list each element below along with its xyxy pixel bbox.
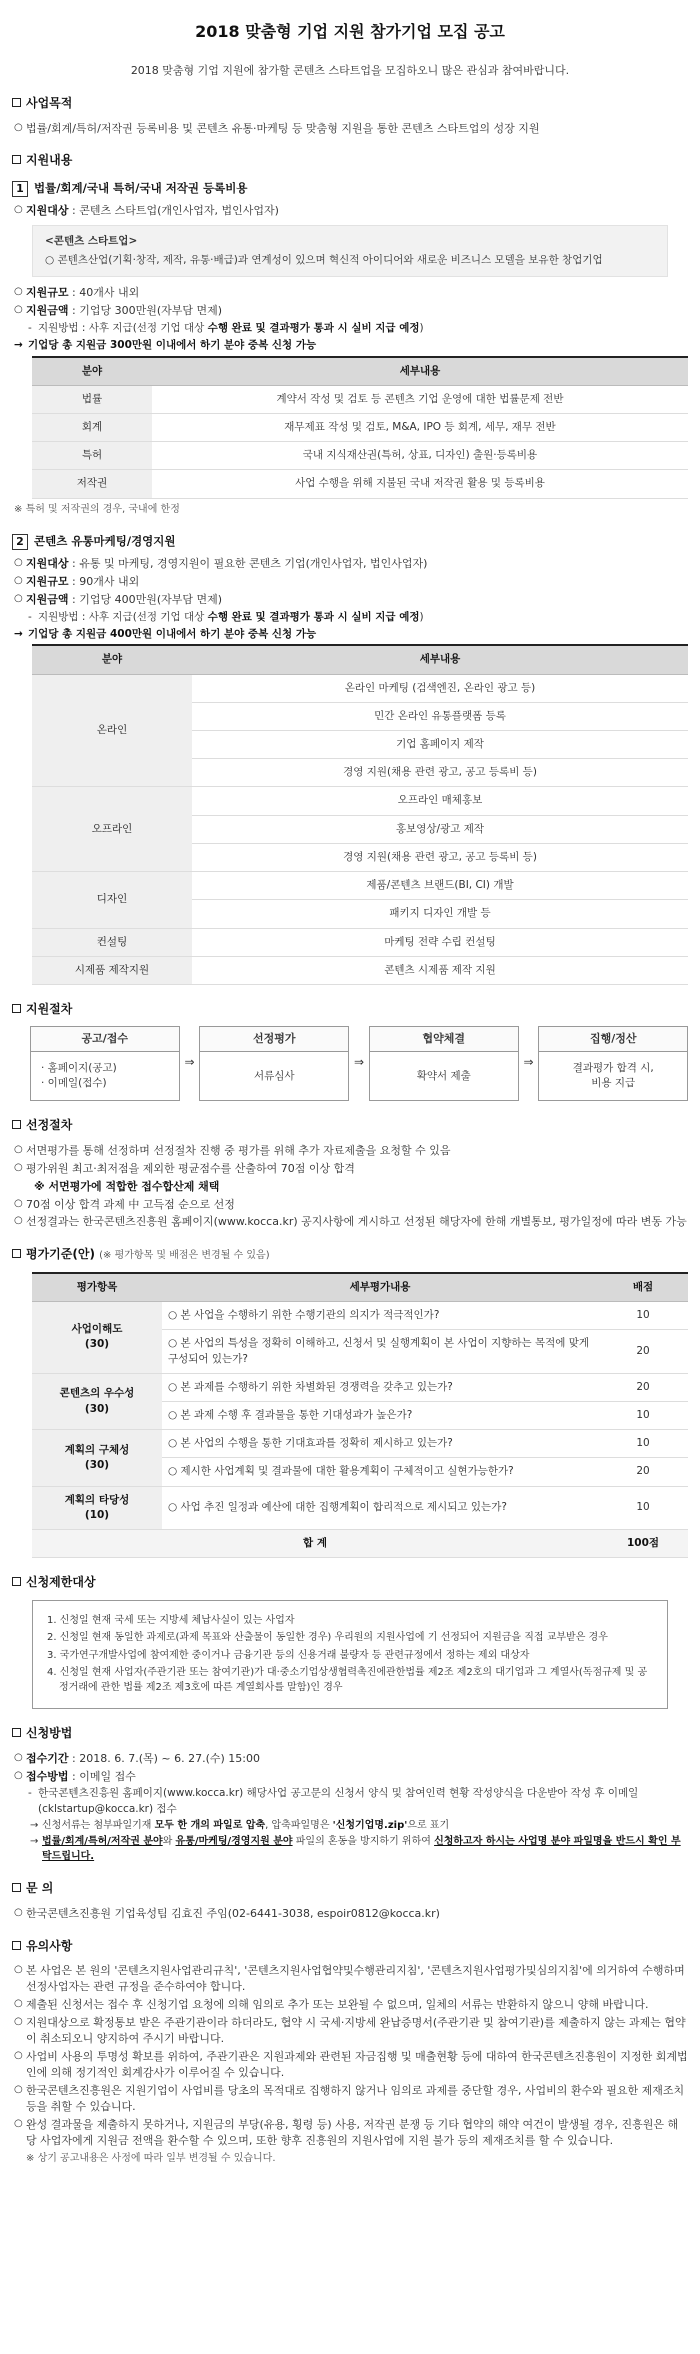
table-row: 오프라인 오프라인 매체홍보 [32,787,688,815]
part2-scale: ○ 지원규모 : 90개사 내외 [12,574,688,590]
apply-zip-note: → 신청서류는 첨부파일기재 모두 한 개의 파일로 압축, 압축파일명은 '신청기업명.zip'으로 표기 [12,1819,688,1834]
restrict-box [32,1600,668,1710]
table-header: 평가항목 [32,1273,162,1302]
apply-period: ○ 접수기간 : 2018. 6. 7.(목) ~ 6. 27.(수) 15:00 [12,1751,688,1767]
section-restrict-heading: 신청제한대상 [12,1574,688,1591]
square-icon [12,98,21,107]
caution-item: ○ 완성 결과물을 제출하지 못하거나, 지원금의 부당(유용, 횡령 등) 사용, 저작권 분쟁 등 기타 협약의 해약 여건이 발생될 경우, 진흥원은 해당 사업자에게 지원금 전액을 환수할 수 있으며, 또한 향후 진흥원의 지원사업에 지원 불가 등의 제재조치를 할 수 있습니다. [12,2117,688,2149]
square-icon [12,1941,21,1950]
table-total-row: 합 계 100점 [32,1530,688,1558]
part2-amount: ○ 지원금액 : 기업당 400만원(자부담 면제) [12,592,688,608]
criteria-table [32,1272,688,1558]
double-arrow-icon: ⇒ [353,1055,365,1070]
table-header: 세부내용 [192,645,688,674]
procedure-step: 선정평가 서류심사 [199,1026,349,1101]
procedure-step: 집행/정산 결과평가 합격 시, 비용 지급 [538,1026,688,1101]
square-icon [12,155,21,164]
double-arrow-icon: ⇒ [523,1055,534,1070]
table-row: 기업 홈페이지 제작 [32,731,688,759]
part1-scale: ○ 지원규모 : 40개사 내외 [12,285,688,301]
apply-field-note: → 법률/회계/특허/저작권 분야와 유통/마케팅/경영지원 분야 파일의 혼동을 방지하기 위하여 신청하고자 하시는 사업명 분야 파일명을 반드시 확인 부탁드립니다. [12,1835,688,1864]
section-procedure-heading: 지원절차 [12,1001,688,1018]
purpose-text: ○ 법률/회계/특허/저작권 등록비용 및 콘텐츠 유통·마케팅 등 맞춤형 지원을 통한 콘텐츠 스타트업의 성장 지원 [12,121,688,137]
caution-item: ○ 본 사업은 본 원의 '콘텐츠지원사업관리규칙', '콘텐츠지원사업협약및수행관리지침', '콘텐츠지원사업평가및심의지침'에 의거하여 수행하며 선정사업자는 관련 규정을 준수하여야 합니다. [12,1963,688,1995]
table-row: ○ 본 과제 수행 후 결과물을 통한 기대성과가 높은가? 10 [32,1402,688,1430]
part1-table [32,356,688,499]
table-row: 디자인 제품/콘텐츠 브랜드(BI, CI) 개발 [32,872,688,900]
square-icon [12,1577,21,1586]
table-row: 경영 지원(채용 관련 광고, 공고 등록비 등) [32,843,688,871]
table-row: 사업이해도 (30) ○ 본 사업을 수행하기 위한 수행기관의 의지가 적극적인가? 10 [32,1302,688,1330]
support-part1-title: 1 법률/회계/국내 특허/국내 저작권 등록비용 [12,180,688,197]
selection-item: ○ 평가위원 최고·최저점을 제외한 평균점수를 산출하여 70점 이상 합격 [12,1161,688,1177]
table-row: 특허 국내 지식재산권(특허, 상표, 디자인) 출원·등록비용 [32,442,688,470]
part2-method: - 지원방법 : 사후 지급(선정 기업 대상 수행 완료 및 결과평가 통과 시 실비 지급 예정) [12,610,688,625]
part1-note: ※ 특허 및 저작권의 경우, 국내에 한정 [12,503,688,518]
support-part2-title: 2 콘텐츠 유통마케팅/경영지원 [12,533,688,550]
part1-target: ○ 지원대상 : 콘텐츠 스타트업(개인사업자, 법인사업자) [12,203,688,219]
startup-definition-box: <콘텐츠 스타트업> ○ 콘텐츠산업(기획·창작, 제작, 유통·배급)과 연계성이 있으며 혁신적 아이디어와 새로운 비즈니스 모델을 보유한 창업기업 [32,225,668,277]
square-icon [12,1728,21,1737]
part2-target: ○ 지원대상 : 유통 및 마케팅, 경영지원이 필요한 콘텐츠 기업(개인사업자, 법인사업자) [12,556,688,572]
table-row: 저작권 사업 수행을 위해 지불된 국내 저작권 활용 및 등록비용 [32,470,688,498]
selection-emphasis: ※ 서면평가에 적합한 접수합산제 채택 [34,1179,220,1193]
table-row: 패키지 디자인 개발 등 [32,900,688,928]
selection-item: ○ 선정결과는 한국콘텐츠진흥원 홈페이지(www.kocca.kr) 공지사항에 게시하고 선정된 해당자에 한해 개별통보, 평가일정에 따라 변동 가능 [12,1214,688,1230]
section-criteria-heading: 평가기준(안) (※ 평가항목 및 배점은 변경될 수 있음) [12,1246,688,1264]
part1-method: - 지원방법 : 사후 지급(선정 기업 대상 수행 완료 및 결과평가 통과 시 실비 지급 예정) [12,321,688,336]
square-icon [12,1883,21,1892]
caution-item: ○ 지원대상으로 확정통보 받은 주관기관이라 하더라도, 협약 시 국세·지방세 완납증명서(주관기관 및 참여기관)를 제출하지 않는 과제는 협약이 취소되오니 양지하여 주시기 바랍니다. [12,2015,688,2047]
procedure-flow [30,1026,688,1101]
restrict-item: 1. 신청일 현재 국세 또는 지방세 체납사실이 있는 사업자 [47,1614,295,1626]
part2-table [32,644,688,985]
table-header: 분야 [32,645,192,674]
restrict-item: 3. 국가연구개발사업에 참여제한 중이거나 금융기관 등의 신용거래 불량자 등 관련규정에서 정하는 제외 대상자 [47,1649,530,1661]
table-row: 법률 계약서 작성 및 검토 등 콘텐츠 기업 운영에 대한 법률문제 전반 [32,385,688,413]
section-purpose-heading: 사업목적 [12,95,688,112]
table-row: 회계 재무제표 작성 및 검토, M&A, IPO 등 회계, 세무, 재무 전반 [32,413,688,441]
caution-note: ※ 상기 공고내용은 사정에 따라 일부 변경될 수 있습니다. [12,2152,688,2167]
selection-item: ○ 70점 이상 합격 과제 中 고득점 순으로 선정 [12,1197,688,1213]
table-header: 배점 [598,1273,688,1302]
table-row: 민간 온라인 유통플랫폼 등록 [32,702,688,730]
table-header: 세부평가내용 [162,1273,598,1302]
restrict-item: 2. 신청일 현재 동일한 과제로(과제 목표와 산출물이 동일한 경우) 우리원의 지원사업에 기 선정되어 지원금을 직접 교부받은 경우 [47,1632,608,1644]
table-row: 온라인 온라인 마케팅 (검색엔진, 온라인 광고 등) [32,674,688,702]
section-caution-heading: 유의사항 [12,1938,688,1955]
section-support-heading: 지원내용 [12,152,688,169]
table-row: 계획의 구체성 (30) ○ 본 사업의 수행을 통한 기대효과를 정확히 제시하고 있는가? 10 [32,1430,688,1458]
apply-method: ○ 접수방법 : 이메일 접수 [12,1769,688,1785]
double-arrow-icon: ⇒ [184,1055,195,1070]
caution-item: ○ 사업비 사용의 투명성 확보를 위하여, 주관기관은 지원과제와 관련된 자금집행 및 매출현황 등에 대하여 한국콘텐츠진흥원이 지정한 회계법인에 의해 정기적인 회계감사가 이루어질 수 있습니다. [12,2049,688,2081]
table-row: 계획의 타당성 (10) ○ 사업 추진 일정과 예산에 대한 집행계획이 합리적으로 제시되고 있는가? 10 [32,1486,688,1529]
selection-item: ○ 서면평가를 통해 선정하며 선정절차 진행 중 평가를 위해 추가 자료제출을 요청할 수 있음 [12,1143,688,1159]
table-row: 콘텐츠의 우수성 (30) ○ 본 과제를 수행하기 위한 차별화된 경쟁력을 갖추고 있는가? 20 [32,1373,688,1401]
square-icon [12,1249,21,1258]
contact-text: ○ 한국콘텐츠진흥원 기업육성팀 김효진 주임(02-6441-3038, espoir0812@kocca.kr) [12,1906,688,1922]
section-contact-heading: 문 의 [12,1880,688,1897]
table-row: 시제품 제작지원 콘텐츠 시제품 제작 지원 [32,956,688,984]
square-icon [12,1120,21,1129]
table-row: 컨설팅 마케팅 전략 수립 컨설팅 [32,928,688,956]
caution-item: ○ 한국콘텐츠진흥원은 지원기업이 사업비를 당초의 목적대로 집행하지 않거나 임의로 과제를 중단할 경우, 사업비의 환수와 필요한 제재조치 등을 취할 수 있습니다. [12,2083,688,2115]
table-header: 분야 [32,357,152,386]
square-icon [12,1004,21,1013]
part1-limit: → 기업당 총 지원금 300만원 이내에서 하기 분야 중복 신청 가능 [12,338,688,353]
table-row: ○ 제시한 사업계획 및 결과물에 대한 활용계획이 구체적이고 실현가능한가? 20 [32,1458,688,1486]
table-row: 경영 지원(채용 관련 광고, 공고 등록비 등) [32,759,688,787]
restrict-item: 4. 신청일 현재 사업자(주관기관 또는 참여기관)가 대·중소기업상생협력촉진에관한법률 제2조 제2호의 대기업과 그 계열사(독점규제 및 공정거래에 관한 법률 제2조 제3호에 따른 계열회사를 말함)인 경우 [47,1667,648,1693]
section-selection-heading: 선정절차 [12,1117,688,1134]
procedure-step: 공고/접수 · 홈페이지(공고) · 이메일(접수) [30,1026,180,1101]
intro-text: 2018 맞춤형 기업 지원에 참가할 콘텐츠 스타트업을 모집하오니 많은 관심과 참여바랍니다. [130,64,570,78]
section-apply-heading: 신청방법 [12,1725,688,1742]
caution-item: ○ 제출된 신청서는 접수 후 신청기업 요청에 의해 임의로 추가 또는 보완될 수 없으며, 일체의 서류는 반환하지 않으니 양해 바랍니다. [12,1997,688,2013]
table-row: 홍보영상/광고 제작 [32,815,688,843]
part2-limit: → 기업당 총 지원금 400만원 이내에서 하기 분야 중복 신청 가능 [12,627,688,642]
procedure-step: 협약체결 확약서 제출 [369,1026,519,1101]
table-row: ○ 본 사업의 특성을 정확히 이해하고, 신청서 및 실행계획이 본 사업이 지향하는 목적에 맞게 구성되어 있는가? 20 [32,1330,688,1373]
part1-amount: ○ 지원금액 : 기업당 300만원(자부담 면제) [12,303,688,319]
apply-detail: - 한국콘텐츠진흥원 홈페이지(www.kocca.kr) 해당사업 공고문의 신청서 양식 및 참여인력 현황 작성양식을 다운받아 작성 후 이메일(cklstartup@kocca.kr) 접수 [12,1786,688,1816]
page-title: 2018 맞춤형 기업 지원 참가기업 모집 공고 [195,22,505,41]
table-header: 세부내용 [152,357,688,386]
